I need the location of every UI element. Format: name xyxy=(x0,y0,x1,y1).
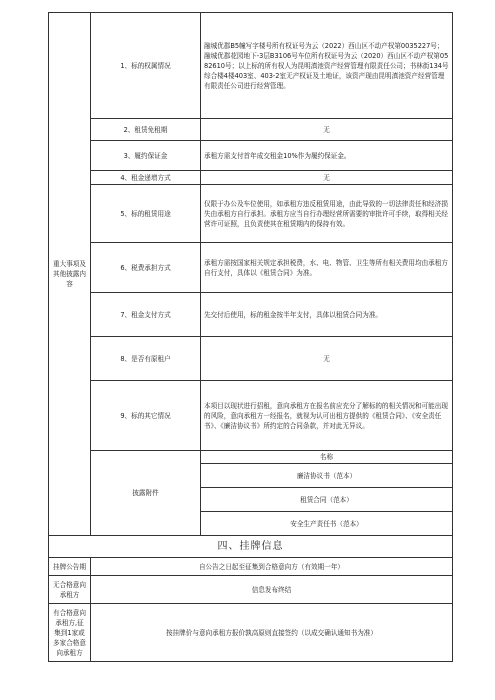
table-row xyxy=(49,381,453,451)
row-value: 融城优郡B5幢写字楼号所有权证号为云（2022）西山区不动产权第0035227号；融城优郡花园地下-3层B3106号车位所有权证号为云（2020）西山区不动产权第0582610号；以上标的所有权人为昆明滇池资产经营管理有限责任公司；书林街134号综合楼4楼403室、403-2室无产权证及土地证，该资产现由昆明滇池资产经营管理有限责任公司进行经营管理。 xyxy=(201,13,453,119)
table-row xyxy=(49,451,453,464)
table-row xyxy=(49,536,453,558)
table-row xyxy=(49,243,453,293)
table-row xyxy=(49,185,453,243)
row-label: 4、租金递增方式 xyxy=(91,171,201,185)
row-label: 5、标的租赁用途 xyxy=(91,185,201,243)
table-row xyxy=(49,293,453,337)
row-label: 1、标的权属情况 xyxy=(91,13,201,119)
table-row xyxy=(49,558,453,576)
row-label: 7、租金支付方式 xyxy=(91,293,201,337)
row-label: 8、是否有原租户 xyxy=(91,337,201,381)
row-value: 先交付后使用，标的租金按半年支付，具体以租赁合同为准。 xyxy=(201,293,453,337)
row-value: 无 xyxy=(201,337,453,381)
row-label: 有合格意向承租方,征集到1家或多家合格意向承租方 xyxy=(49,604,91,662)
major-matters-table xyxy=(48,12,453,536)
document-page xyxy=(48,12,452,662)
row-label: 3、履约保证金 xyxy=(91,141,201,171)
annex-item: 租赁合同（范本） xyxy=(201,488,453,512)
annex-item: 廉洁协议书（范本） xyxy=(201,464,453,488)
table-row xyxy=(49,13,453,119)
row-value: 无 xyxy=(201,171,453,185)
group-label: 重大事项及其他披露内容 xyxy=(49,13,91,536)
table-row xyxy=(49,576,453,604)
row-value: 无 xyxy=(201,119,453,141)
row-value: 承租方需按国家相关规定承担税费，水、电、物管、卫生等所有相关费用均由承租方自行支付，具体以《租赁合同》为准。 xyxy=(201,243,453,293)
row-value: 仅限于办公及车位使用，如承租方违反租赁用途，由此导致的一切法律责任和经济损失由承租方自行承担。承租方应当自行办理经营所需要的审批许可手续，取得相关经营许可证照，且负责使其在租赁期内的保持有效。 xyxy=(201,185,453,243)
listing-info-table xyxy=(48,535,453,662)
annex-header: 名称 xyxy=(201,451,453,464)
row-label: 无合格意向承租方 xyxy=(49,576,91,604)
table-row xyxy=(49,604,453,662)
table-row xyxy=(49,337,453,381)
row-value: 信息发布终结 xyxy=(91,576,453,604)
table-row xyxy=(49,141,453,171)
row-value: 按挂牌价与意向承租方报价孰高原则直接签约（以成交确认通知书为准） xyxy=(91,604,453,662)
row-label: 挂牌公告期 xyxy=(49,558,91,576)
row-value: 承租方需支付首年成交租金10%作为履约保证金。 xyxy=(201,141,453,171)
annex-label: 披露附件 xyxy=(91,451,201,536)
row-value: 本项目以现状进行招租，意向承租方在报名前应充分了解标的的相关情况和可能出现的风险，意向承租方一经报名，就视为认可出租方提供的《租赁合同》、《安全责任书》、《廉洁协议书》所约定的合同条款，并对此无异议。 xyxy=(201,381,453,451)
row-label: 9、标的其它情况 xyxy=(91,381,201,451)
row-label: 6、税费承担方式 xyxy=(91,243,201,293)
row-value: 自公告之日起至征集到合格意向方（有效期一年） xyxy=(91,558,453,576)
table-row xyxy=(49,171,453,185)
table-row xyxy=(49,119,453,141)
section-title: 四、挂牌信息 xyxy=(49,536,453,558)
annex-item: 安全生产责任书（范本） xyxy=(201,512,453,536)
row-label: 2、租赁免租期 xyxy=(91,119,201,141)
